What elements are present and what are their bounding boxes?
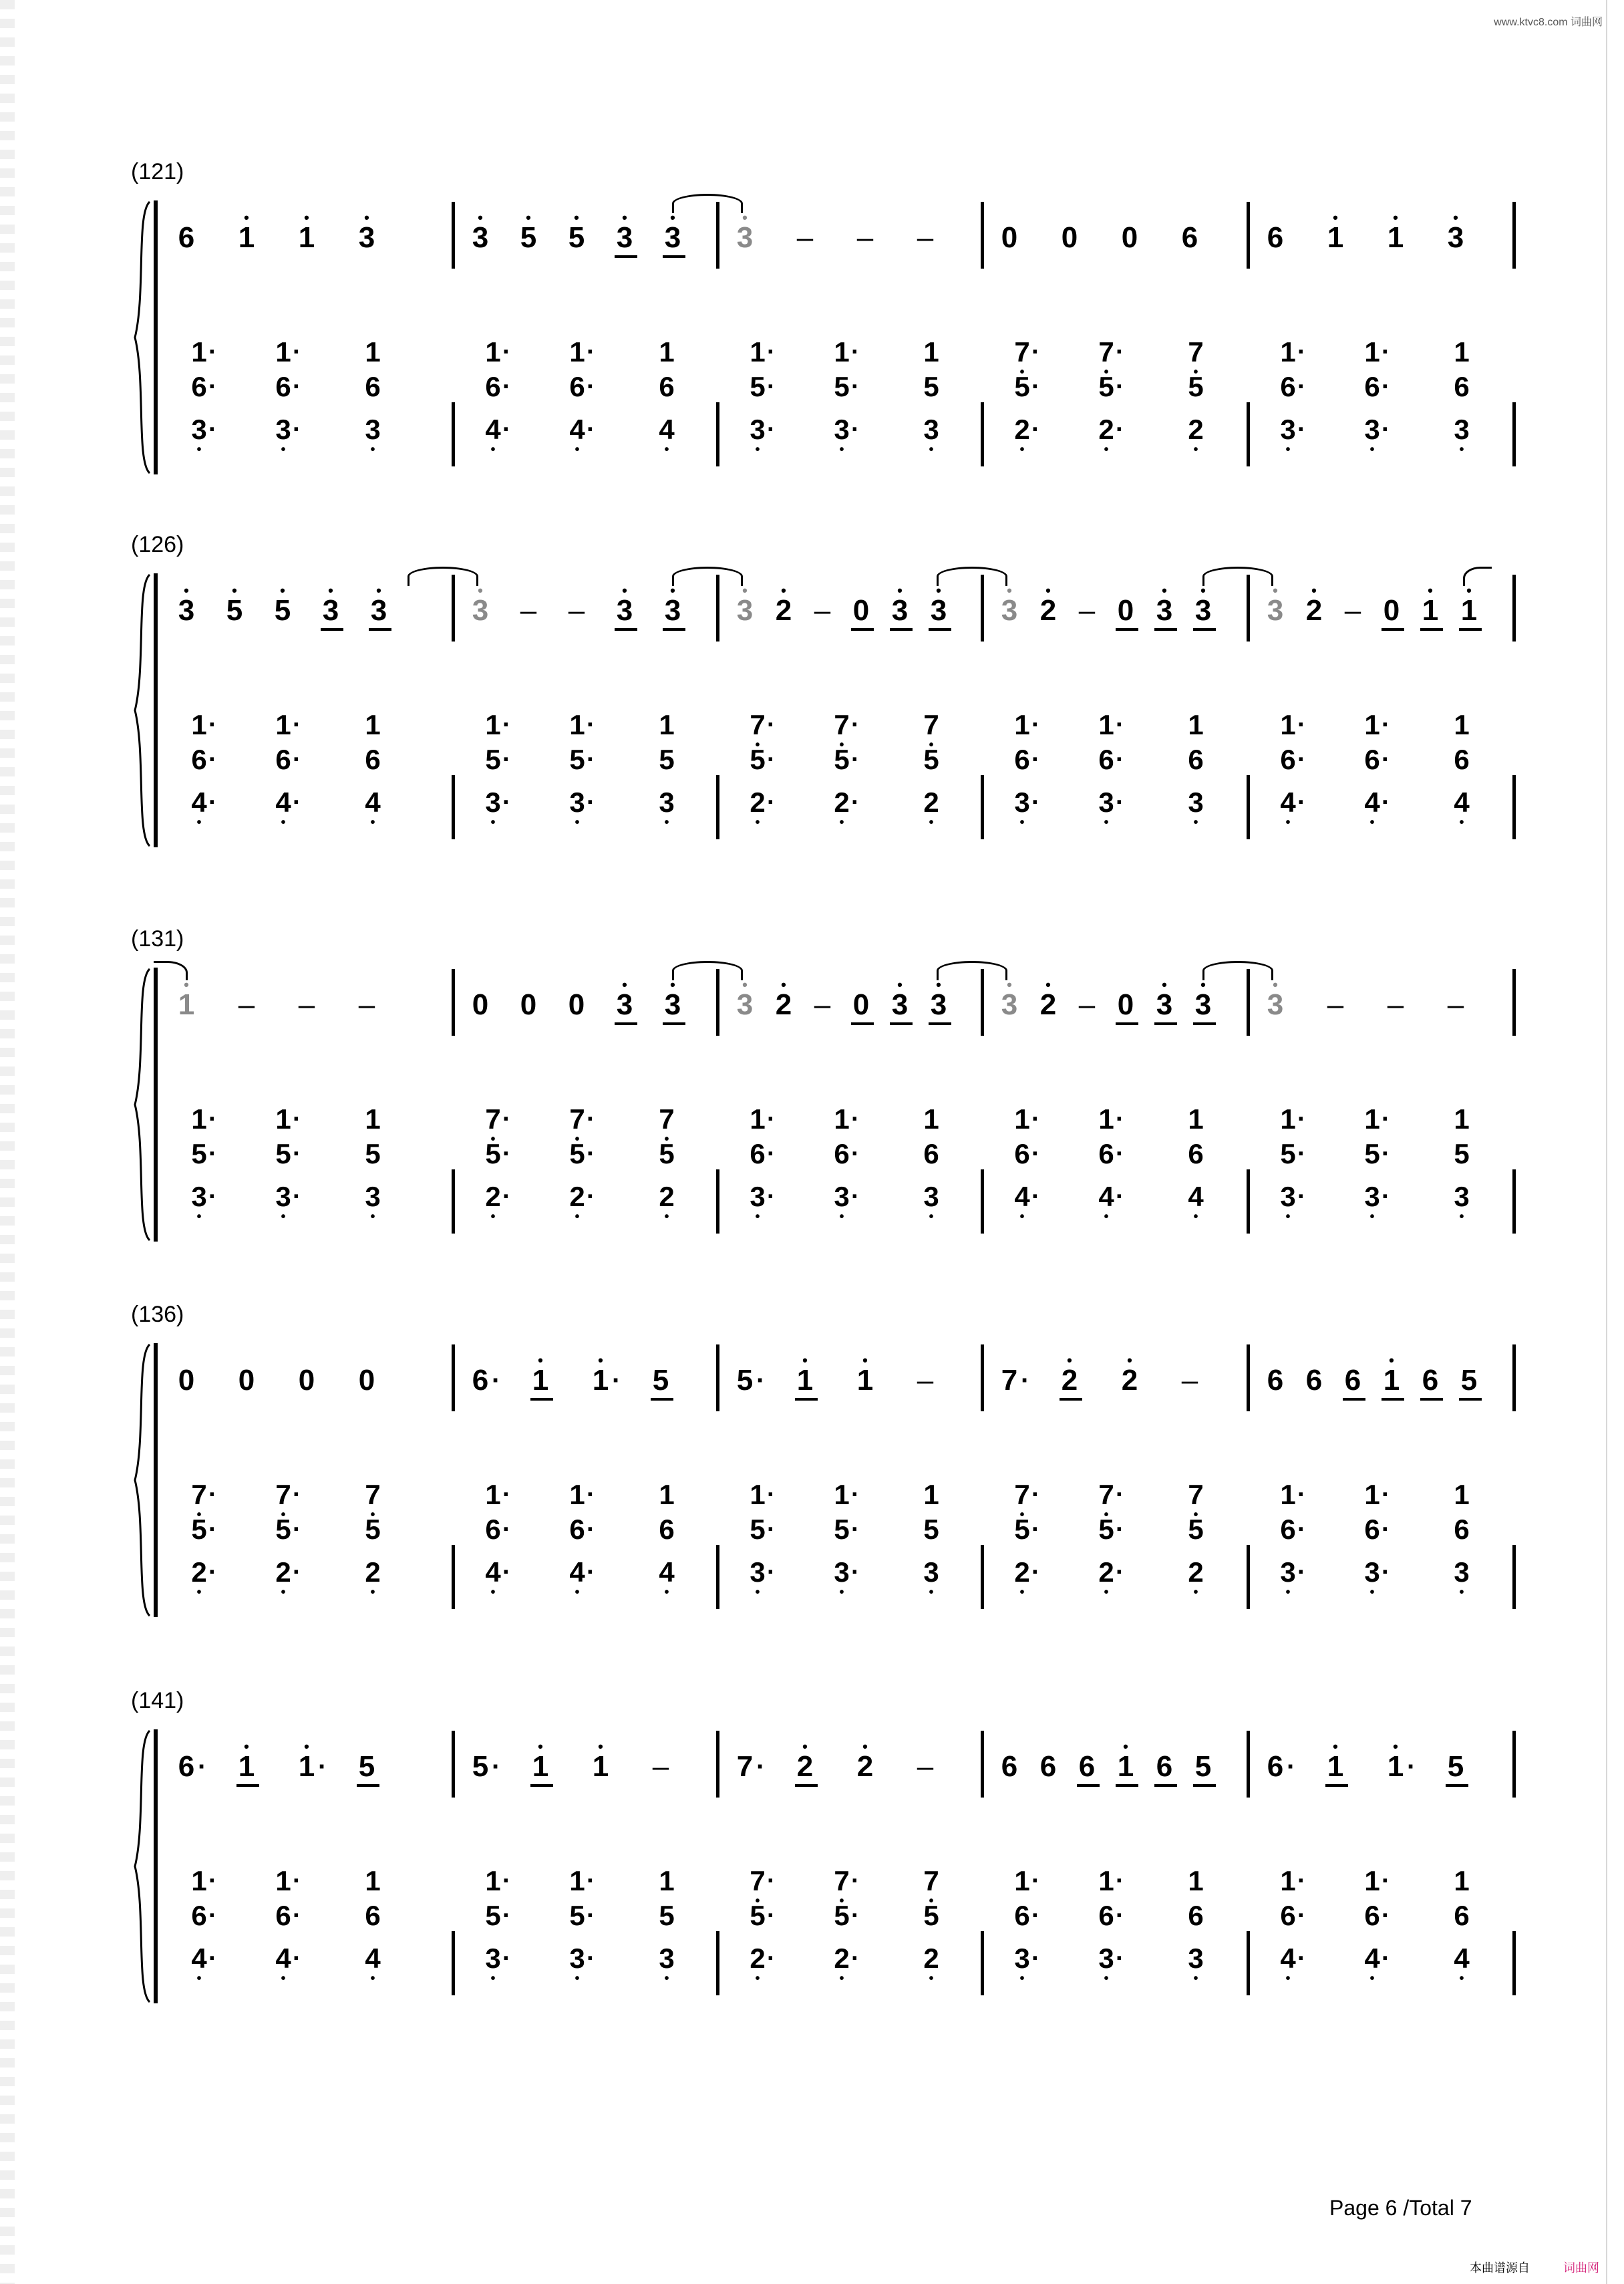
barline bbox=[452, 1169, 455, 1234]
eighth-underline bbox=[651, 1398, 673, 1401]
barline bbox=[1247, 775, 1250, 839]
barline bbox=[452, 1344, 455, 1411]
melody-note: • 3 bbox=[366, 596, 391, 625]
barline bbox=[716, 1931, 719, 1995]
melody-note: 6 bbox=[178, 221, 195, 254]
eighth-underline bbox=[1193, 1022, 1216, 1025]
eighth-underline bbox=[1154, 1784, 1177, 1787]
melody-note: 0 bbox=[568, 988, 585, 1021]
melody-note: • 5 bbox=[270, 596, 295, 625]
eighth-underline bbox=[615, 628, 637, 631]
barline bbox=[1512, 1931, 1516, 1995]
melody-note: 6 bbox=[1001, 1750, 1018, 1783]
tie-icon bbox=[672, 567, 743, 586]
augmentation-dot: · bbox=[1287, 1752, 1296, 1781]
eighth-underline bbox=[615, 255, 637, 258]
melody-note: 6 bbox=[1156, 1750, 1173, 1783]
augmentation-dot: · bbox=[492, 1366, 501, 1395]
melody-note: • 1 bbox=[234, 1752, 259, 1781]
melody-note: • 3 bbox=[318, 596, 343, 625]
tie-icon bbox=[1463, 567, 1492, 586]
barline bbox=[1247, 402, 1250, 466]
melody-note: • 1 bbox=[588, 1752, 613, 1781]
brace-icon bbox=[131, 1729, 154, 2003]
staff-system: • 3 • 5 • 5 • 3 • 3 • 3 – – • 3 • 3 • 3 • 2 – 0 • 3 • 3 • 3 • 2 – 0 • 3 • 3 • 3 • 2 – 0 • 1 • 1 1 · 6 · 4 • · 1 · 6 · 4 • · 1 6 4 • 1 · 5 · 3 • · 1 · 5 · 3 • · 1 5 3 • 7 • · 5 · 2 • · 7 • · 5 · 2 • · 7 • 5 2 • 1 · 6 · 3 • · 1 · 6 · 3 • · 1 6 3 • 1 · 6 · 4 • · 1 · 6 · 4 • · 1 6 4 • bbox=[131, 573, 1507, 847]
eighth-underline bbox=[1077, 1784, 1100, 1787]
tie-icon bbox=[1202, 567, 1273, 586]
melody-note: • 3 bbox=[354, 223, 379, 253]
system-barline bbox=[154, 1343, 158, 1617]
barline bbox=[1512, 202, 1516, 269]
eighth-underline bbox=[1193, 628, 1216, 631]
melody-note: • 2 bbox=[1035, 596, 1061, 625]
eighth-underline bbox=[1343, 1398, 1365, 1401]
melody-note: • 3 bbox=[468, 596, 493, 625]
tie-icon bbox=[937, 567, 1007, 586]
melody-note: • 3 bbox=[997, 596, 1022, 625]
melody-note: • 2 bbox=[792, 1752, 818, 1781]
augmentation-dot: · bbox=[492, 1752, 501, 1781]
melody-note: 6 bbox=[1078, 1750, 1096, 1783]
sustain-dash: – bbox=[520, 594, 537, 627]
sustain-dash: – bbox=[814, 988, 831, 1021]
eighth-underline bbox=[929, 1022, 951, 1025]
footer-watermark-site: 词曲网 bbox=[1563, 2261, 1599, 2275]
eighth-underline bbox=[851, 1022, 874, 1025]
eighth-underline bbox=[1420, 1398, 1443, 1401]
barline bbox=[716, 1169, 719, 1234]
measure-number: (126) bbox=[131, 532, 184, 557]
eighth-underline bbox=[530, 1784, 553, 1787]
melody-note: • 3 bbox=[174, 596, 199, 625]
melody-note: • 3 bbox=[926, 596, 951, 625]
eighth-underline bbox=[1420, 628, 1443, 631]
system-barline bbox=[154, 573, 158, 847]
eighth-underline bbox=[1382, 1398, 1404, 1401]
augmentation-dot: · bbox=[756, 1752, 766, 1781]
melody-note: 0 bbox=[852, 988, 870, 1021]
margin-decoration bbox=[0, 0, 15, 2284]
melody-note: • 2 bbox=[771, 990, 796, 1020]
staff-system: • 1 – – – 0 0 0 • 3 • 3 • 3 • 2 – 0 • 3 • 3 • 3 • 2 – 0 • 3 • 3 • 3 – – – 1 · 5 · 3 • · 1 · 5 · 3 • · 1 5 3 • 7 • · 5 · 2 • · 7 • · 5 · 2 • · 7 • 5 2 • 1 · 6 · 3 • · 1 · 6 · 3 • · 1 6 3 • 1 · 6 · 4 • · 1 · 6 · 4 • · 1 6 4 • 1 · 5 · 3 • · 1 · 5 · 3 • · 1 5 3 • bbox=[131, 968, 1507, 1242]
melody-note: • 1 bbox=[792, 1366, 818, 1395]
brace-icon bbox=[131, 968, 154, 1242]
melody-note: 0 bbox=[1383, 594, 1400, 627]
melody-note: 6 bbox=[1267, 1750, 1284, 1783]
melody-note: • 3 bbox=[660, 223, 685, 253]
brace-icon bbox=[131, 200, 154, 474]
eighth-underline bbox=[890, 1022, 913, 1025]
brace-icon bbox=[131, 1343, 154, 1617]
barline bbox=[452, 775, 455, 839]
page-number: Page 6 /Total 7 bbox=[1329, 2196, 1472, 2220]
melody-note: • 3 bbox=[612, 990, 637, 1020]
eighth-underline bbox=[1060, 1398, 1082, 1401]
sustain-dash: – bbox=[1327, 988, 1344, 1021]
barline bbox=[452, 1931, 455, 1995]
melody-note: • 3 bbox=[1190, 596, 1216, 625]
melody-note: • 2 bbox=[1301, 596, 1327, 625]
eighth-underline bbox=[663, 255, 685, 258]
eighth-underline bbox=[1116, 628, 1138, 631]
melody-note: • 1 bbox=[294, 223, 319, 253]
page-edge bbox=[1606, 0, 1607, 2284]
melody-note: 0 bbox=[178, 1364, 195, 1397]
augmentation-dot: · bbox=[1407, 1752, 1416, 1781]
melody-note: 6 bbox=[1181, 221, 1198, 254]
melody-note: 6 bbox=[472, 1364, 489, 1397]
system-barline bbox=[154, 200, 158, 474]
barline bbox=[981, 775, 984, 839]
melody-note: • 1 bbox=[174, 990, 199, 1020]
melody-note: 0 bbox=[472, 988, 489, 1021]
sustain-dash: – bbox=[856, 221, 874, 254]
eighth-underline bbox=[530, 1398, 553, 1401]
sustain-dash: – bbox=[796, 221, 814, 254]
barline bbox=[452, 202, 455, 269]
barline bbox=[1512, 1344, 1516, 1411]
sustain-dash: – bbox=[238, 988, 255, 1021]
sustain-dash: – bbox=[917, 1364, 934, 1397]
footer-watermark-source: 本曲谱源自 bbox=[1470, 2261, 1530, 2275]
melody-note: • 3 bbox=[1152, 596, 1177, 625]
barline bbox=[716, 1731, 719, 1798]
tie-icon bbox=[937, 961, 1007, 980]
melody-note: • 2 bbox=[1035, 990, 1061, 1020]
melody-note: • 3 bbox=[887, 990, 913, 1020]
system-barline bbox=[154, 968, 158, 1242]
barline bbox=[981, 1344, 984, 1411]
melody-note: 5 bbox=[1194, 1750, 1212, 1783]
melody-note: • 2 bbox=[1117, 1366, 1142, 1395]
melody-note: 0 bbox=[1117, 594, 1134, 627]
augmentation-dot: · bbox=[756, 1366, 766, 1395]
melody-note: • 3 bbox=[732, 990, 758, 1020]
sustain-dash: – bbox=[1447, 988, 1464, 1021]
tie-icon bbox=[672, 194, 743, 213]
brace-icon bbox=[131, 573, 154, 847]
eighth-underline bbox=[795, 1784, 818, 1787]
sustain-dash: – bbox=[917, 221, 934, 254]
augmentation-dot: · bbox=[318, 1752, 327, 1781]
barline bbox=[716, 1344, 719, 1411]
augmentation-dot: · bbox=[1021, 1366, 1030, 1395]
melody-note: 6 bbox=[1344, 1364, 1361, 1397]
melody-note: • 3 bbox=[887, 596, 913, 625]
eighth-underline bbox=[1116, 1784, 1138, 1787]
melody-note: 5 bbox=[358, 1750, 375, 1783]
barline bbox=[716, 775, 719, 839]
melody-note: • 3 bbox=[926, 990, 951, 1020]
eighth-underline bbox=[321, 628, 343, 631]
barline bbox=[1512, 1169, 1516, 1234]
augmentation-dot: · bbox=[612, 1366, 621, 1395]
measure-number: (131) bbox=[131, 926, 184, 952]
melody-note: • 1 bbox=[234, 223, 259, 253]
melody-note: 5 bbox=[1447, 1750, 1464, 1783]
melody-note: • 1 bbox=[1379, 1366, 1404, 1395]
sustain-dash: – bbox=[814, 594, 831, 627]
eighth-underline bbox=[663, 628, 685, 631]
sustain-dash: – bbox=[652, 1750, 669, 1783]
eighth-underline bbox=[1116, 1022, 1138, 1025]
melody-note: • 1 bbox=[528, 1366, 553, 1395]
sustain-dash: – bbox=[1387, 988, 1404, 1021]
melody-note: • 1 bbox=[1323, 223, 1348, 253]
barline bbox=[981, 402, 984, 466]
barline bbox=[716, 1545, 719, 1609]
barline bbox=[1247, 202, 1250, 269]
melody-note: • 1 bbox=[588, 1366, 613, 1395]
eighth-underline bbox=[1154, 1022, 1177, 1025]
eighth-underline bbox=[1446, 1784, 1468, 1787]
footer-watermark bbox=[1470, 2259, 1599, 2276]
melody-note: 5 bbox=[736, 1364, 754, 1397]
barline bbox=[452, 969, 455, 1036]
barline bbox=[1247, 1731, 1250, 1798]
staff-system: 0 0 0 0 6 · • 1 • 1 · 5 5 · • 1 • 1 – 7 · • 2 • 2 – 6 6 6 • 1 6 5 7 • · 5 · 2 • · 7 • · 5 · 2 • · 7 • 5 2 • 1 · 6 · 4 • · 1 · 6 · 4 • · 1 6 4 • 1 · 5 · 3 • · 1 · 5 · 3 • · 1 5 3 • 7 • · 5 · 2 • · 7 • · 5 · 2 • · 7 • 5 2 • 1 · 6 · 3 • · 1 · 6 · 3 • · 1 6 3 • bbox=[131, 1343, 1507, 1617]
staff-system: 6 • 1 • 1 • 3 • 3 • 5 • 5 • 3 • 3 • 3 – – – 0 0 0 6 6 • 1 • 1 • 3 1 · 6 · 3 • · 1 · 6 · 3 • · 1 6 3 • 1 · 6 · 4 • · 1 · 6 · 4 • · 1 6 4 • 1 · 5 · 3 • · 1 · 5 · 3 • · 1 5 3 • 7 • · 5 · 2 • · 7 • · 5 · 2 • · 7 • 5 2 • 1 · 6 · 3 • · 1 · 6 · 3 • · 1 6 3 • bbox=[131, 200, 1507, 474]
melody-note: 0 bbox=[298, 1364, 315, 1397]
system-barline bbox=[154, 1729, 158, 2003]
barline bbox=[1512, 775, 1516, 839]
eighth-underline bbox=[236, 1784, 259, 1787]
melody-note: • 3 bbox=[612, 223, 637, 253]
tie-icon bbox=[672, 961, 743, 980]
sustain-dash: – bbox=[1078, 988, 1096, 1021]
melody-note: 0 bbox=[358, 1364, 375, 1397]
sustain-dash: – bbox=[298, 988, 315, 1021]
eighth-underline bbox=[890, 628, 913, 631]
barline bbox=[1512, 969, 1516, 1036]
eighth-underline bbox=[1382, 628, 1404, 631]
barline bbox=[1247, 1545, 1250, 1609]
melody-note: • 3 bbox=[1263, 596, 1288, 625]
melody-note: 0 bbox=[520, 988, 537, 1021]
melody-note: • 1 bbox=[1323, 1752, 1348, 1781]
melody-note: 0 bbox=[1117, 988, 1134, 1021]
eighth-underline bbox=[1459, 628, 1482, 631]
barline bbox=[1247, 1344, 1250, 1411]
eighth-underline bbox=[1325, 1784, 1348, 1787]
melody-note: 0 bbox=[238, 1364, 255, 1397]
melody-note: • 3 bbox=[732, 596, 758, 625]
melody-note: • 3 bbox=[997, 990, 1022, 1020]
melody-note: 0 bbox=[1001, 221, 1018, 254]
eighth-underline bbox=[615, 1022, 637, 1025]
melody-note: • 1 bbox=[1456, 596, 1482, 625]
melody-note: • 1 bbox=[1418, 596, 1443, 625]
melody-note: 6 bbox=[1039, 1750, 1057, 1783]
augmentation-dot: · bbox=[198, 1752, 207, 1781]
eighth-underline bbox=[1459, 1398, 1482, 1401]
tie-icon bbox=[408, 567, 478, 586]
melody-note: 6 bbox=[1267, 1364, 1284, 1397]
barline bbox=[1247, 1169, 1250, 1234]
site-watermark: www.ktvc8.com 词曲网 bbox=[1494, 17, 1603, 28]
eighth-underline bbox=[1154, 628, 1177, 631]
sustain-dash: – bbox=[917, 1750, 934, 1783]
melody-note: • 1 bbox=[294, 1752, 319, 1781]
sustain-dash: – bbox=[358, 988, 375, 1021]
measure-number: (136) bbox=[131, 1302, 184, 1327]
barline bbox=[1512, 1545, 1516, 1609]
measure-number: (141) bbox=[131, 1688, 184, 1713]
melody-note: • 3 bbox=[1152, 990, 1177, 1020]
sustain-dash: – bbox=[568, 594, 585, 627]
measure-number: (121) bbox=[131, 159, 184, 184]
barline bbox=[1512, 402, 1516, 466]
barline bbox=[981, 1731, 984, 1798]
melody-note: • 2 bbox=[771, 596, 796, 625]
melody-note: • 1 bbox=[528, 1752, 553, 1781]
eighth-underline bbox=[1193, 1784, 1216, 1787]
melody-note: • 3 bbox=[732, 223, 758, 253]
melody-note: 7 bbox=[1001, 1364, 1018, 1397]
melody-note: • 5 bbox=[564, 223, 589, 253]
barline bbox=[1512, 575, 1516, 641]
melody-note: 5 bbox=[472, 1750, 489, 1783]
barline bbox=[981, 202, 984, 269]
barline bbox=[1247, 1931, 1250, 1995]
barline bbox=[981, 1169, 984, 1234]
melody-note: • 5 bbox=[516, 223, 541, 253]
eighth-underline bbox=[357, 1784, 379, 1787]
barline bbox=[716, 402, 719, 466]
tie-icon bbox=[1202, 961, 1273, 980]
melody-note: • 1 bbox=[1383, 1752, 1408, 1781]
melody-note: 0 bbox=[1121, 221, 1138, 254]
melody-note: • 2 bbox=[852, 1752, 878, 1781]
melody-note: • 1 bbox=[852, 1366, 878, 1395]
melody-note: 5 bbox=[1460, 1364, 1478, 1397]
melody-note: 6 bbox=[1422, 1364, 1439, 1397]
melody-note: • 3 bbox=[468, 223, 493, 253]
barline bbox=[452, 1731, 455, 1798]
melody-note: • 3 bbox=[1263, 990, 1288, 1020]
melody-note: • 3 bbox=[1443, 223, 1468, 253]
eighth-underline bbox=[663, 1022, 685, 1025]
melody-note: 0 bbox=[1061, 221, 1078, 254]
melody-note: • 3 bbox=[660, 990, 685, 1020]
melody-note: • 2 bbox=[1057, 1366, 1082, 1395]
staff-system: 6 · • 1 • 1 · 5 5 · • 1 • 1 – 7 · • 2 • 2 – 6 6 6 • 1 6 5 6 · • 1 • 1 · 5 1 · 6 · 4 • · 1 · 6 · 4 • · 1 6 4 • 1 · 5 · 3 • · 1 · 5 · 3 • · 1 5 3 • 7 • · 5 · 2 • · 7 • · 5 · 2 • · 7 • 5 2 • 1 · 6 · 3 • · 1 · 6 · 3 • · 1 6 3 • 1 · 6 · 4 • · 1 · 6 · 4 • · 1 6 4 • bbox=[131, 1729, 1507, 2003]
melody-note: • 3 bbox=[612, 596, 637, 625]
melody-note: 7 bbox=[736, 1750, 754, 1783]
melody-note: • 3 bbox=[1190, 990, 1216, 1020]
melody-note: 6 bbox=[178, 1750, 195, 1783]
barline bbox=[981, 1545, 984, 1609]
melody-note: 5 bbox=[652, 1364, 669, 1397]
melody-note: 6 bbox=[1305, 1364, 1323, 1397]
eighth-underline bbox=[851, 628, 874, 631]
sustain-dash: – bbox=[1078, 594, 1096, 627]
melody-note: • 1 bbox=[1113, 1752, 1138, 1781]
melody-note: • 5 bbox=[222, 596, 247, 625]
barline bbox=[452, 402, 455, 466]
melody-note: 6 bbox=[1267, 221, 1284, 254]
sustain-dash: – bbox=[1181, 1364, 1198, 1397]
barline bbox=[1512, 1731, 1516, 1798]
melody-note: • 1 bbox=[1383, 223, 1408, 253]
melody-note: 0 bbox=[852, 594, 870, 627]
sustain-dash: – bbox=[1344, 594, 1361, 627]
tie-icon bbox=[154, 961, 188, 980]
melody-note: • 3 bbox=[660, 596, 685, 625]
eighth-underline bbox=[795, 1398, 818, 1401]
barline bbox=[981, 1931, 984, 1995]
eighth-underline bbox=[369, 628, 391, 631]
eighth-underline bbox=[929, 628, 951, 631]
barline bbox=[452, 1545, 455, 1609]
